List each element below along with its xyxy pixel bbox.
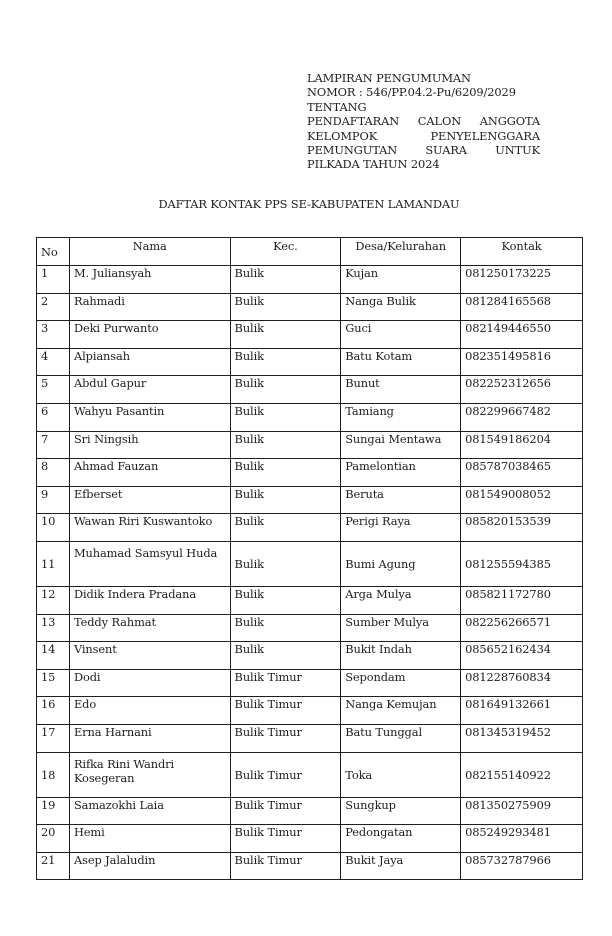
cell-desa: Batu Kotam xyxy=(341,348,461,376)
cell-no: 14 xyxy=(37,642,70,670)
header-word: UNTUK xyxy=(495,143,540,158)
cell-kontak: 081255594385 xyxy=(461,541,583,586)
header-line-subject-3 xyxy=(307,143,540,157)
cell-nama: Erna Harnani xyxy=(69,724,230,752)
cell-no: 11 xyxy=(37,541,70,586)
cell-desa: Perigi Raya xyxy=(341,514,461,542)
cell-nama: Teddy Rahmat xyxy=(69,614,230,642)
cell-desa: Sungai Mentawa xyxy=(341,431,461,459)
cell-nama: Hemi xyxy=(69,825,230,853)
table-row xyxy=(37,266,583,294)
cell-no: 13 xyxy=(37,614,70,642)
table-row xyxy=(37,321,583,349)
cell-kontak: 081350275909 xyxy=(461,797,583,825)
cell-nama: Sri Ningsih xyxy=(69,431,230,459)
cell-kec: Bulik xyxy=(230,642,341,670)
cell-kontak: 082149446550 xyxy=(461,321,583,349)
cell-nama: M. Juliansyah xyxy=(69,266,230,294)
cell-desa: Nanga Bulik xyxy=(341,293,461,321)
cell-kontak: 082256266571 xyxy=(461,614,583,642)
header-word: SUARA xyxy=(425,143,467,158)
table-row xyxy=(37,797,583,825)
cell-nama: Alpiansah xyxy=(69,348,230,376)
cell-kontak: 081284165568 xyxy=(461,293,583,321)
table-row xyxy=(37,642,583,670)
cell-kec: Bulik xyxy=(230,431,341,459)
document-title: DAFTAR KONTAK PPS SE-KABUPATEN LAMANDAU xyxy=(158,197,460,211)
table-row xyxy=(37,486,583,514)
cell-desa: Kujan xyxy=(341,266,461,294)
contact-table xyxy=(36,237,583,880)
cell-kec: Bulik Timur xyxy=(230,697,341,725)
cell-kec: Bulik xyxy=(230,403,341,431)
table-header-row xyxy=(37,238,583,266)
column-header-kontak: Kontak xyxy=(461,238,583,266)
cell-no: 4 xyxy=(37,348,70,376)
cell-nama: Abdul Gapur xyxy=(69,376,230,404)
cell-kec: Bulik xyxy=(230,348,341,376)
cell-no: 21 xyxy=(37,852,70,880)
cell-kontak: 082299667482 xyxy=(461,403,583,431)
cell-desa: Bumi Agung xyxy=(341,541,461,586)
header-line-subject-2 xyxy=(307,129,540,143)
header-word: PENDAFTARAN xyxy=(307,114,400,129)
cell-kontak: 085821172780 xyxy=(461,586,583,614)
table-row xyxy=(37,614,583,642)
cell-desa: Pamelontian xyxy=(341,459,461,487)
column-header-kec: Kec. xyxy=(230,238,341,266)
cell-desa: Pedongatan xyxy=(341,825,461,853)
cell-kontak: 085732787966 xyxy=(461,852,583,880)
table-row xyxy=(37,514,583,542)
cell-kontak: 081250173225 xyxy=(461,266,583,294)
header-word: PENYELENGGARA xyxy=(430,128,540,143)
cell-kontak: 082155140922 xyxy=(461,752,583,797)
cell-nama: Samazokhi Laia xyxy=(69,797,230,825)
table-row xyxy=(37,431,583,459)
header-line-tentang: TENTANG xyxy=(307,99,367,114)
cell-desa: Tamiang xyxy=(341,403,461,431)
cell-nama: Deki Purwanto xyxy=(69,321,230,349)
table-row xyxy=(37,403,583,431)
cell-kontak: 081345319452 xyxy=(461,724,583,752)
header-line-pilkada: PILKADA TAHUN 2024 xyxy=(307,157,440,172)
cell-kec: Bulik Timur xyxy=(230,724,341,752)
cell-nama: Wahyu Pasantin xyxy=(69,403,230,431)
cell-desa: Toka xyxy=(341,752,461,797)
cell-desa: Bukit Jaya xyxy=(341,852,461,880)
table-row xyxy=(37,586,583,614)
cell-kontak: 085820153539 xyxy=(461,514,583,542)
cell-kec: Bulik Timur xyxy=(230,752,341,797)
cell-nama: Vinsent xyxy=(69,642,230,670)
cell-desa: Sumber Mulya xyxy=(341,614,461,642)
cell-kec: Bulik Timur xyxy=(230,797,341,825)
header-word: KELOMPOK xyxy=(307,128,378,143)
cell-nama: Efberset xyxy=(69,486,230,514)
cell-no: 3 xyxy=(37,321,70,349)
cell-nama: Dodi xyxy=(69,669,230,697)
cell-kec: Bulik xyxy=(230,586,341,614)
cell-nama: Rahmadi xyxy=(69,293,230,321)
table-row xyxy=(37,724,583,752)
header-word: PEMUNGUTAN xyxy=(307,143,398,158)
cell-kec: Bulik xyxy=(230,376,341,404)
cell-kontak: 081228760834 xyxy=(461,669,583,697)
table-row xyxy=(37,459,583,487)
cell-kec: Bulik xyxy=(230,486,341,514)
cell-kontak: 085652162434 xyxy=(461,642,583,670)
cell-kontak: 085787038465 xyxy=(461,459,583,487)
cell-desa: Bukit Indah xyxy=(341,642,461,670)
table-row xyxy=(37,697,583,725)
cell-kontak: 082252312656 xyxy=(461,376,583,404)
cell-desa: Batu Tunggal xyxy=(341,724,461,752)
column-header-no: No xyxy=(37,238,70,266)
cell-no: 6 xyxy=(37,403,70,431)
header-word: CALON xyxy=(417,114,462,129)
cell-kontak: 082351495816 xyxy=(461,348,583,376)
attachment-header xyxy=(307,71,540,172)
cell-no: 17 xyxy=(37,724,70,752)
cell-desa: Sungkup xyxy=(341,797,461,825)
cell-desa: Sepondam xyxy=(341,669,461,697)
header-line-lampiran: LAMPIRAN PENGUMUMAN xyxy=(307,71,471,85)
cell-nama: Edo xyxy=(69,697,230,725)
cell-kec: Bulik xyxy=(230,459,341,487)
cell-kec: Bulik xyxy=(230,266,341,294)
cell-kec: Bulik xyxy=(230,321,341,349)
cell-kec: Bulik xyxy=(230,541,341,586)
cell-desa: Guci xyxy=(341,321,461,349)
cell-nama: Wawan Riri Kuswantoko xyxy=(69,514,230,542)
cell-no: 10 xyxy=(37,514,70,542)
column-header-desa: Desa/Kelurahan xyxy=(341,238,461,266)
table-row xyxy=(37,376,583,404)
table-row xyxy=(37,541,583,586)
cell-kec: Bulik Timur xyxy=(230,852,341,880)
cell-kontak: 081649132661 xyxy=(461,697,583,725)
cell-kec: Bulik xyxy=(230,293,341,321)
cell-desa: Beruta xyxy=(341,486,461,514)
cell-kontak: 085249293481 xyxy=(461,825,583,853)
cell-kec: Bulik Timur xyxy=(230,825,341,853)
table-row xyxy=(37,752,583,797)
cell-kontak: 081549008052 xyxy=(461,486,583,514)
cell-nama: Didik Indera Pradana xyxy=(69,586,230,614)
header-line-subject-1 xyxy=(307,114,540,128)
table-row xyxy=(37,293,583,321)
cell-no: 19 xyxy=(37,797,70,825)
cell-kec: Bulik Timur xyxy=(230,669,341,697)
header-line-nomor: NOMOR : 546/PP.04.2-Pu/6209/2029 xyxy=(307,85,516,100)
cell-no: 18 xyxy=(37,752,70,797)
cell-no: 9 xyxy=(37,486,70,514)
column-header-nama: Nama xyxy=(69,238,230,266)
cell-nama: Muhamad Samsyul Huda xyxy=(69,541,230,586)
cell-desa: Bunut xyxy=(341,376,461,404)
cell-no: 8 xyxy=(37,459,70,487)
cell-no: 20 xyxy=(37,825,70,853)
table-row xyxy=(37,825,583,853)
cell-nama: Ahmad Fauzan xyxy=(69,459,230,487)
cell-nama: Asep Jalaludin xyxy=(69,852,230,880)
cell-no: 2 xyxy=(37,293,70,321)
cell-desa: Nanga Kemujan xyxy=(341,697,461,725)
table-row xyxy=(37,348,583,376)
cell-no: 16 xyxy=(37,697,70,725)
cell-no: 15 xyxy=(37,669,70,697)
cell-kontak: 081549186204 xyxy=(461,431,583,459)
table-row xyxy=(37,852,583,880)
cell-no: 1 xyxy=(37,266,70,294)
cell-kec: Bulik xyxy=(230,614,341,642)
cell-no: 5 xyxy=(37,376,70,404)
cell-no: 7 xyxy=(37,431,70,459)
cell-nama: Rifka Rini Wandri Kosegeran xyxy=(69,752,230,797)
cell-desa: Arga Mulya xyxy=(341,586,461,614)
cell-no: 12 xyxy=(37,586,70,614)
cell-kec: Bulik xyxy=(230,514,341,542)
header-word: ANGGOTA xyxy=(479,114,540,129)
table-row xyxy=(37,669,583,697)
